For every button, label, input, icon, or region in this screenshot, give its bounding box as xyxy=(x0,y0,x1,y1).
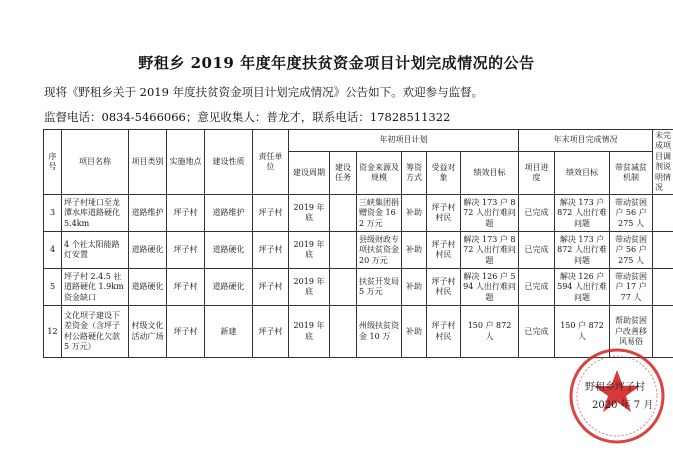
cell-method: 补助 xyxy=(402,269,427,306)
header-year-end: 年末项目完成情况 xyxy=(519,130,653,152)
table-row xyxy=(44,269,673,306)
cell-target-2: 150 户 872 人 xyxy=(555,306,610,358)
cell-mechanism: 帮助贫困户改善移风易俗 xyxy=(610,306,653,358)
cell-target-2: 解决 173 户 872 人出行难问题 xyxy=(555,195,610,232)
cell-category: 道路维护 xyxy=(129,195,167,232)
header-name: 项目名称 xyxy=(62,130,129,195)
cell-name: 坪子村垭口至龙潭水库道路硬化5.4km xyxy=(62,195,129,232)
cell-unfinished xyxy=(653,195,673,232)
cell-unit: 坪子村 xyxy=(253,232,289,269)
cell-target: 150 户 872 人 xyxy=(461,306,519,358)
header-unfinished: 未完成项目调剂说明情况 xyxy=(653,130,673,195)
header-beneficiary: 受益对象 xyxy=(427,151,461,195)
cell-progress: 已完成 xyxy=(519,195,555,232)
contact-info: 监督电话：0834-5466066；意见收集人：普龙才，联系电话：17828511322 xyxy=(44,110,451,124)
cell-seq: 3 xyxy=(44,195,62,232)
cell-location: 坪子村 xyxy=(167,306,205,358)
cell-progress: 已完成 xyxy=(519,232,555,269)
notice-title: 野租乡 2019 年度年度扶贫资金项目计划完成情况的公告 xyxy=(138,54,535,72)
header-category: 项目类别 xyxy=(129,130,167,195)
cell-progress: 已完成 xyxy=(519,306,555,358)
cell-mechanism: 带动贫困户 56 户 275 人 xyxy=(610,232,653,269)
cell-mechanism: 带动贫困户 56 户 275 人 xyxy=(610,195,653,232)
cell-method: 补助 xyxy=(402,306,427,358)
cell-fund: 扶贫开发局 5 万元 xyxy=(357,269,402,306)
header-fund: 资金来源及规模 xyxy=(357,151,402,195)
cell-location: 坪子村 xyxy=(167,195,205,232)
table-row xyxy=(44,195,673,232)
intro-text: 现将《野租乡关于 2019 年度扶贫资金项目计划完成情况》公告如下。欢迎参与监督。 xyxy=(44,85,484,99)
header-task: 建设任务 xyxy=(330,151,357,195)
table-row xyxy=(44,232,673,269)
cell-nature: 新建 xyxy=(205,306,253,358)
seal-date: 2020 年 7 月 xyxy=(592,400,654,411)
cell-category: 道路硬化 xyxy=(129,269,167,306)
cell-nature: 道路硬化 xyxy=(205,232,253,269)
cell-category: 道路硬化 xyxy=(129,232,167,269)
cell-target-2: 解决 126 户 594 人出行难问题 xyxy=(555,269,610,306)
cell-unfinished xyxy=(653,269,673,306)
cell-beneficiary: 坪子村村民 xyxy=(427,232,461,269)
project-table xyxy=(43,129,673,358)
header-mechanism: 带贫减贫机制 xyxy=(610,151,653,195)
cell-seq: 4 xyxy=(44,232,62,269)
cell-fund: 县级财政专项扶贫资金 20 万元 xyxy=(357,232,402,269)
cell-unit: 坪子村 xyxy=(253,269,289,306)
cell-unfinished xyxy=(653,232,673,269)
header-annual-plan: 年初项目计划 xyxy=(289,130,519,152)
cell-name: 4 个社太阳能路灯安置 xyxy=(62,232,129,269)
cell-nature: 道路维护 xyxy=(205,195,253,232)
cell-period: 2019 年底 xyxy=(289,269,330,306)
cell-period: 2019 年底 xyxy=(289,232,330,269)
header-nature: 建设性质 xyxy=(205,130,253,195)
cell-beneficiary: 坪子村村民 xyxy=(427,269,461,306)
cell-location: 坪子村 xyxy=(167,232,205,269)
cell-category: 村级文化活动广场 xyxy=(129,306,167,358)
cell-name: 文化坝子建设下差资金（含坪子村公路硬化欠款 5 万元） xyxy=(62,306,129,358)
cell-nature: 道路硬化 xyxy=(205,269,253,306)
header-unit: 责任单位 xyxy=(253,130,289,195)
cell-target: 解决 173 户 872 人出行难问题 xyxy=(461,232,519,269)
header-seq: 序号 xyxy=(44,130,62,195)
cell-unit: 坪子村 xyxy=(253,195,289,232)
cell-mechanism: 带动贫困户 17 户 77 人 xyxy=(610,269,653,306)
cell-target: 解决 173 户 872 人出行难问题 xyxy=(461,195,519,232)
cell-task xyxy=(330,269,357,306)
cell-period: 2019 年底 xyxy=(289,306,330,358)
cell-seq: 12 xyxy=(44,306,62,358)
cell-method: 补助 xyxy=(402,232,427,269)
cell-method: 补助 xyxy=(402,195,427,232)
cell-seq: 5 xyxy=(44,269,62,306)
cell-location: 坪子村 xyxy=(167,269,205,306)
cell-name: 坪子村 2.4.5 社道路硬化 1.9km 资金缺口 xyxy=(62,269,129,306)
seal-signature: 野租乡坪子村 xyxy=(585,382,645,393)
header-target-2: 绩效目标 xyxy=(555,151,610,195)
header-progress: 项目进度 xyxy=(519,151,555,195)
cell-task xyxy=(330,306,357,358)
cell-progress: 已完成 xyxy=(519,269,555,306)
cell-beneficiary: 坪子村村民 xyxy=(427,195,461,232)
cell-fund: 州级扶贫资金 10 万 xyxy=(357,306,402,358)
cell-task xyxy=(330,232,357,269)
cell-fund: 三峡集团捐赠资金 162 万元 xyxy=(357,195,402,232)
cell-period: 2019 年底 xyxy=(289,195,330,232)
cell-target: 解决 126 户 594 人出行难问题 xyxy=(461,269,519,306)
cell-unit: 坪子村 xyxy=(253,306,289,358)
header-target: 绩效目标 xyxy=(461,151,519,195)
cell-target-2: 解决 173 户 872 人出行难问题 xyxy=(555,232,610,269)
header-location: 实施地点 xyxy=(167,130,205,195)
cell-task xyxy=(330,195,357,232)
header-row-1 xyxy=(44,130,673,152)
header-method: 筹资方式 xyxy=(402,151,427,195)
header-period: 建设周期 xyxy=(289,151,330,195)
cell-beneficiary: 坪子村村民 xyxy=(427,306,461,358)
